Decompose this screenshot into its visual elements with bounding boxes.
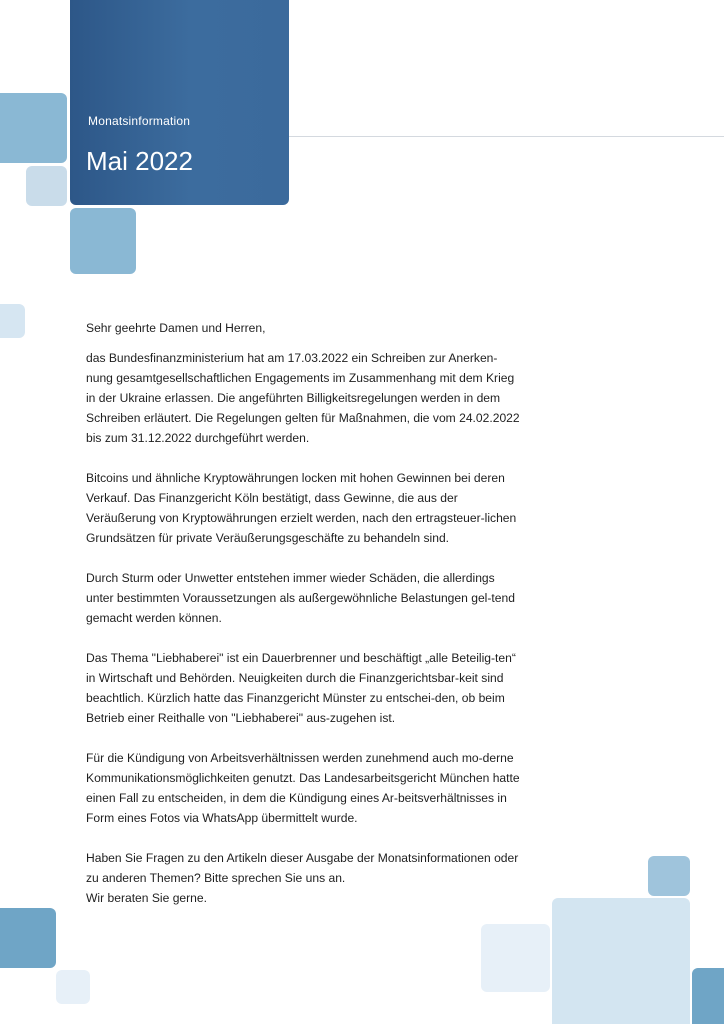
page-title: Mai 2022 bbox=[86, 146, 193, 176]
header-divider bbox=[289, 136, 724, 137]
decor-square bbox=[648, 856, 690, 896]
decor-square bbox=[70, 208, 136, 274]
header-kicker: Monatsinformation bbox=[88, 114, 191, 128]
salutation: Sehr geehrte Damen und Herren, bbox=[86, 321, 266, 335]
paragraph-crypto: Bitcoins und ähnliche Kryptowährungen locken mit hohen Gewinnen bei deren Verkauf. Das Finanzgericht Köln bestätigt, dass Gewinne, die aus der Veräußerung von Kryptowährungen erzielt werden, nach den ertragsteuer-lichen Grundsätzen für private Veräußerungsgeschäfte zu behandeln sind. bbox=[86, 471, 517, 545]
decor-square bbox=[552, 898, 690, 1024]
decor-square bbox=[0, 304, 25, 338]
paragraph-kuendigung: Für die Kündigung von Arbeitsverhältnissen werden zunehmend auch mo-derne Kommunikationsmöglichkeiten genutzt. Das Landesarbeitsgericht München hatte einen Fall zu entscheiden, in dem die Kündigung eines Ar-beitsverhältnisses in Form eines Fotos via WhatsApp übermittelt wurde. bbox=[86, 751, 520, 825]
decor-square bbox=[56, 970, 90, 1004]
closing-question: Haben Sie Fragen zu den Artikeln dieser Ausgabe der Monatsinformationen oder zu anderen Themen? Bitte sprechen Sie uns an. bbox=[86, 851, 519, 885]
paragraph-ukraine: das Bundesfinanzministerium hat am 17.03.2022 ein Schreiben zur Anerken-nung gesamtgesellschaftlichen Engagements im Zusammenhang mit dem Krieg in der Ukraine erlassen. Die angeführten Billigkeitsregelungen werden in dem Schreiben erläutert. Die Regelungen gelten für Maßnahmen, die vom 24.02.2022 bis zum 31.12.2022 durchgeführt werden. bbox=[86, 351, 520, 445]
paragraph-liebhaberei: Das Thema "Liebhaberei" ist ein Dauerbrenner und beschäftigt „alle Beteilig-ten“ in Wirtschaft und Behörden. Neuigkeiten durch die Finanzgerichtsbar-keit sind beachtlich. Kürzlich hatte das Finanzgericht Münster zu entschei-den, ob beim Betrieb einer Reithalle von "Liebhaberei" aus-zugehen ist. bbox=[86, 651, 516, 725]
decor-square bbox=[0, 908, 56, 968]
decor-square bbox=[481, 924, 550, 992]
paragraph-storm: Durch Sturm oder Unwetter entstehen immer wieder Schäden, die allerdings unter bestimmten Voraussetzungen als außergewöhnliche Belastungen gel-tend gemacht werden können. bbox=[86, 571, 515, 625]
decor-square bbox=[26, 166, 67, 206]
decor-square bbox=[0, 93, 67, 163]
decor-square bbox=[692, 968, 724, 1024]
letter-body bbox=[86, 318, 520, 908]
closing-offer: Wir beraten Sie gerne. bbox=[86, 891, 207, 905]
